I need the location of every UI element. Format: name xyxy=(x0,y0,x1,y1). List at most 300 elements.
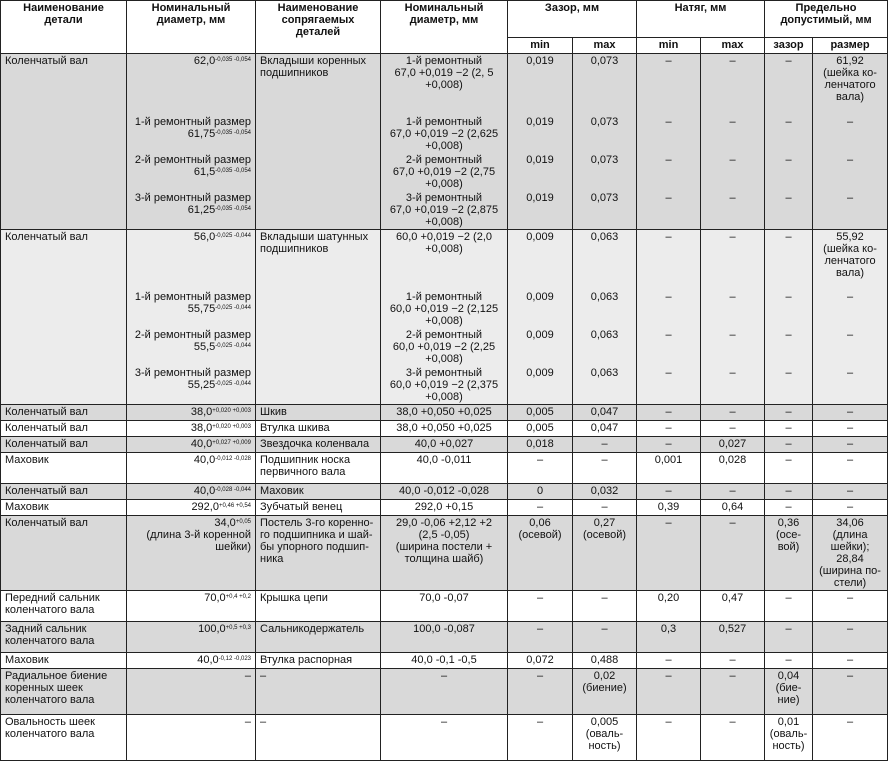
cell-text: Коленчатый вал xyxy=(5,422,88,434)
cell-text: 0,019 xyxy=(526,153,554,166)
cell-imax xyxy=(701,669,765,715)
cell-lgap xyxy=(765,191,813,230)
cell-text: – xyxy=(665,422,672,434)
cell-text: – xyxy=(785,153,792,166)
cell-imax xyxy=(701,153,765,191)
cell-text: – xyxy=(785,422,792,434)
cell-part xyxy=(1,405,127,421)
cell-cmax xyxy=(573,328,637,366)
cell-text: 0,009 xyxy=(526,230,554,243)
table-row xyxy=(1,153,888,191)
cell-text: Коленчатый вал xyxy=(5,517,88,529)
cell-text: – xyxy=(665,115,672,128)
cell-nominal xyxy=(127,715,256,761)
cell-nominal xyxy=(127,54,256,115)
cell-cmax xyxy=(573,669,637,715)
cell-imax xyxy=(701,328,765,366)
cell-imax xyxy=(701,715,765,761)
tolerance-value: -0,025 -0,044 xyxy=(215,305,251,311)
tolerance-value: -0,028 -0,044 xyxy=(215,487,251,493)
cell-part xyxy=(1,153,127,191)
cell-imin xyxy=(637,328,701,366)
cell-text: 0,063 xyxy=(590,367,619,379)
cell-text: – xyxy=(846,367,854,379)
cell-lgap xyxy=(765,437,813,453)
table-row xyxy=(1,516,888,591)
cell-text: 40,0 -0,012 -0,028 xyxy=(399,485,489,497)
cell-cmin xyxy=(508,229,573,290)
tolerance-value: -0,025 -0,044 xyxy=(215,381,251,387)
nominal-value: 40,0 xyxy=(197,654,219,666)
cell-cmin xyxy=(508,290,573,328)
cell-text: – xyxy=(785,654,792,666)
cell-lgap xyxy=(765,153,813,191)
cell-nominal xyxy=(127,328,256,366)
nominal-value: 1-й ремонтный размер 61,75 xyxy=(134,115,251,140)
cell-text: 0,20 xyxy=(657,592,680,604)
cell-imin xyxy=(637,229,701,290)
header-interference: Натяг, мм xyxy=(637,1,765,38)
cell-text: 0,047 xyxy=(590,406,619,418)
cell-lgap xyxy=(765,653,813,669)
cell-mating xyxy=(256,484,381,500)
cell-mating-nominal xyxy=(381,115,508,153)
header-part: Наименование детали xyxy=(1,1,127,54)
cell-text: 0,009 xyxy=(526,291,554,303)
cell-lsize xyxy=(813,669,888,715)
nominal-value: 3-й ремонтный размер 61,25 xyxy=(134,191,251,216)
cell-imin xyxy=(637,115,701,153)
cell-text: 0,527 xyxy=(718,623,747,635)
cell-text: – xyxy=(729,191,736,204)
cell-cmax xyxy=(573,405,637,421)
cell-cmax xyxy=(573,191,637,230)
tolerance-value: +0,020 +0,003 xyxy=(212,408,251,414)
cell-text: Крышка цепи xyxy=(260,592,328,604)
nominal-value: 100,0 xyxy=(198,623,226,635)
cell-imin xyxy=(637,405,701,421)
cell-text: – xyxy=(846,422,854,434)
cell-lsize xyxy=(813,622,888,653)
cell-nominal xyxy=(127,115,256,153)
cell-imin xyxy=(637,516,701,591)
cell-text: 55,92 (шейка ко- ленчатого вала) xyxy=(823,230,877,279)
cell-mating xyxy=(256,229,381,290)
cell-nominal xyxy=(127,153,256,191)
cell-imax xyxy=(701,453,765,484)
cell-lgap xyxy=(765,622,813,653)
cell-cmax xyxy=(573,421,637,437)
cell-part xyxy=(1,421,127,437)
cell-text: 0,047 xyxy=(590,422,619,434)
cell-text: 0,073 xyxy=(590,191,619,204)
cell-text: – xyxy=(536,592,544,604)
table-row xyxy=(1,191,888,230)
cell-imin xyxy=(637,421,701,437)
cell-mating xyxy=(256,715,381,761)
cell-text: 0,001 xyxy=(654,454,683,466)
nominal-note: (длина 3-й коренной шейки) xyxy=(146,529,251,553)
cell-text: Коленчатый вал xyxy=(5,230,88,243)
cell-text: Шкив xyxy=(260,406,287,418)
cell-cmin xyxy=(508,366,573,405)
cell-cmin xyxy=(508,115,573,153)
cell-text: Радиальное биение коренных шеек коленчатого вала xyxy=(5,670,108,706)
cell-imin xyxy=(637,153,701,191)
table-row xyxy=(1,715,888,761)
cell-mating-nominal xyxy=(381,366,508,405)
cell-imax xyxy=(701,516,765,591)
cell-imax xyxy=(701,115,765,153)
cell-nominal xyxy=(127,405,256,421)
cell-text: 70,0 -0,07 xyxy=(419,592,469,604)
table-row xyxy=(1,290,888,328)
cell-text: – xyxy=(665,230,672,243)
table-row xyxy=(1,653,888,669)
cell-text: – xyxy=(846,654,854,666)
cell-cmax xyxy=(573,622,637,653)
cell-imin xyxy=(637,366,701,405)
cell-text: – xyxy=(785,501,792,513)
tolerance-value: +0,05 xyxy=(235,519,251,525)
cell-cmax xyxy=(573,484,637,500)
cell-text: – xyxy=(729,485,736,497)
cell-text: 40,0 -0,011 xyxy=(416,454,472,466)
cell-text: 34,06 (длина шейки); 28,84 (ширина по- стели) xyxy=(819,517,881,589)
cell-text: 100,0 -0,087 xyxy=(413,623,475,635)
cell-lsize xyxy=(813,437,888,453)
cell-cmin xyxy=(508,653,573,669)
table-row xyxy=(1,484,888,500)
cell-imin xyxy=(637,54,701,115)
cell-text: – xyxy=(846,454,854,466)
cell-imin xyxy=(637,290,701,328)
cell-text: 0,04 (бие- ние) xyxy=(775,670,802,706)
table-row xyxy=(1,622,888,653)
cell-nominal xyxy=(127,290,256,328)
tolerance-value: -0,025 -0,044 xyxy=(215,343,251,349)
nominal-value: 292,0 xyxy=(191,501,219,513)
cell-text: – xyxy=(785,406,792,418)
cell-mating-nominal xyxy=(381,290,508,328)
cell-text: – xyxy=(665,153,672,166)
nominal-value: 56,0 xyxy=(193,230,216,243)
cell-text: – xyxy=(785,329,792,341)
cell-text: – xyxy=(536,454,544,466)
cell-text: – xyxy=(846,716,854,728)
cell-text: Вкладыши коренных подшипников xyxy=(260,55,367,79)
cell-imin xyxy=(637,453,701,484)
cell-imax xyxy=(701,54,765,115)
cell-text: 1-й ремонтный 60,0 +0,019 −2 (2,125 +0,008) xyxy=(389,291,499,327)
cell-cmin xyxy=(508,669,573,715)
cell-cmax xyxy=(573,437,637,453)
cell-text: – xyxy=(665,55,672,67)
cell-lsize xyxy=(813,591,888,622)
header-limit-size: размер xyxy=(813,38,888,54)
cell-text: 292,0 +0,15 xyxy=(414,501,474,513)
cell-imax xyxy=(701,290,765,328)
cell-text: Коленчатый вал xyxy=(5,406,88,418)
cell-mating xyxy=(256,115,381,153)
cell-mating-nominal xyxy=(381,229,508,290)
cell-part xyxy=(1,115,127,153)
cell-imax xyxy=(701,653,765,669)
cell-imax xyxy=(701,405,765,421)
cell-imin xyxy=(637,622,701,653)
cell-text: Зубчатый венец xyxy=(260,501,343,513)
cell-text: Втулка распорная xyxy=(260,654,353,666)
cell-mating-nominal xyxy=(381,54,508,115)
cell-imax xyxy=(701,500,765,516)
cell-text: Вкладыши шатунных подшипников xyxy=(260,230,369,255)
cell-text: – xyxy=(729,115,736,128)
cell-mating xyxy=(256,516,381,591)
cell-text: 0,005 (оваль- ность) xyxy=(585,716,624,752)
cell-text: Задний сальник коленчатого вала xyxy=(5,623,95,647)
cell-text: – xyxy=(665,654,672,666)
table-row xyxy=(1,500,888,516)
cell-lsize xyxy=(813,366,888,405)
cell-lgap xyxy=(765,405,813,421)
cell-nominal xyxy=(127,366,256,405)
cell-text: Коленчатый вал xyxy=(5,485,88,497)
cell-imin xyxy=(637,715,701,761)
table-row xyxy=(1,453,888,484)
cell-text: 0,01 (оваль- ность) xyxy=(769,716,808,752)
nominal-value: 1-й ремонтный размер 55,75 xyxy=(134,291,251,315)
cell-nominal xyxy=(127,516,256,591)
cell-lsize xyxy=(813,715,888,761)
cell-cmax xyxy=(573,366,637,405)
cell-part xyxy=(1,484,127,500)
cell-mating-nominal xyxy=(381,516,508,591)
header-interference-max: max xyxy=(701,38,765,54)
cell-text: 0,063 xyxy=(590,230,619,243)
cell-text: 0,019 xyxy=(526,55,554,67)
cell-text: 0,019 xyxy=(526,191,554,204)
cell-text: – xyxy=(729,153,736,166)
cell-lgap xyxy=(765,484,813,500)
cell-lgap xyxy=(765,328,813,366)
cell-text: Овальность шеек коленчатого вала xyxy=(5,716,95,740)
cell-text: 38,0 +0,050 +0,025 xyxy=(396,422,492,434)
cell-text: – xyxy=(785,485,792,497)
cell-text: – xyxy=(536,670,544,682)
cell-part xyxy=(1,653,127,669)
cell-nominal xyxy=(127,453,256,484)
cell-lgap xyxy=(765,229,813,290)
cell-text: Маховик xyxy=(5,654,49,666)
cell-text: – xyxy=(785,367,792,379)
cell-text: 0,06 (осевой) xyxy=(518,517,562,541)
cell-text: – xyxy=(665,367,672,379)
cell-cmin xyxy=(508,484,573,500)
cell-text: – xyxy=(846,501,854,513)
cell-mating-nominal xyxy=(381,328,508,366)
tolerance-value: -0,025 -0,044 xyxy=(215,232,251,239)
table-row xyxy=(1,54,888,115)
cell-text: – xyxy=(785,592,792,604)
cell-lsize xyxy=(813,453,888,484)
cell-imax xyxy=(701,437,765,453)
cell-text: Маховик xyxy=(260,485,304,497)
cell-cmax xyxy=(573,290,637,328)
cell-mating xyxy=(256,653,381,669)
cell-lsize xyxy=(813,290,888,328)
cell-text: – xyxy=(260,670,267,682)
cell-mating-nominal xyxy=(381,437,508,453)
nominal-value: 3-й ремонтный размер 55,25 xyxy=(134,367,251,391)
nominal-value: 38,0 xyxy=(190,422,213,434)
cell-part xyxy=(1,715,127,761)
cell-mating-nominal xyxy=(381,715,508,761)
cell-text: – xyxy=(729,55,736,67)
nominal-value: 62,0 xyxy=(193,55,216,67)
cell-mating xyxy=(256,500,381,516)
cell-text: – xyxy=(729,329,736,341)
cell-mating xyxy=(256,437,381,453)
cell-text: 0,3 xyxy=(660,623,677,635)
cell-text: 0,032 xyxy=(590,485,619,497)
cell-text: Сальникодержатель xyxy=(260,623,365,635)
tolerance-value: -0,012 -0,028 xyxy=(215,456,251,462)
cell-text: – xyxy=(729,406,736,418)
nominal-value: 70,0 xyxy=(204,592,226,604)
cell-cmax xyxy=(573,54,637,115)
cell-text: – xyxy=(785,191,792,204)
cell-mating xyxy=(256,622,381,653)
cell-text: 0,019 xyxy=(526,115,554,128)
cell-lgap xyxy=(765,591,813,622)
cell-text: – xyxy=(846,115,854,128)
cell-text: – xyxy=(846,291,854,303)
cell-text: 0,488 xyxy=(590,654,619,666)
cell-text: 1-й ремонтный 67,0 +0,019 −2 (2,625 +0,008) xyxy=(389,115,499,152)
cell-text: – xyxy=(601,501,608,513)
cell-lsize xyxy=(813,54,888,115)
cell-part xyxy=(1,622,127,653)
cell-text: – xyxy=(601,623,608,635)
cell-lsize xyxy=(813,328,888,366)
cell-imax xyxy=(701,591,765,622)
cell-text: 0,073 xyxy=(590,55,619,67)
header-mating: Наименование сопрягаемых деталей xyxy=(256,1,381,54)
cell-text: – xyxy=(729,422,736,434)
table-row xyxy=(1,229,888,290)
cell-text: – xyxy=(665,517,672,529)
cell-imin xyxy=(637,669,701,715)
cell-imin xyxy=(637,591,701,622)
cell-part xyxy=(1,328,127,366)
cell-text: 0,005 xyxy=(526,422,554,434)
cell-text: – xyxy=(729,517,736,529)
cell-lsize xyxy=(813,484,888,500)
cell-mating xyxy=(256,405,381,421)
nominal-value: 2-й ремонтный размер 55,5 xyxy=(134,329,251,353)
cell-mating xyxy=(256,366,381,405)
cell-text: – xyxy=(846,485,854,497)
cell-text: – xyxy=(665,716,672,728)
nominal-value: 40,0 xyxy=(193,454,216,466)
cell-text: 40,0 -0,1 -0,5 xyxy=(411,654,477,666)
cell-cmin xyxy=(508,516,573,591)
table-row xyxy=(1,405,888,421)
cell-lsize xyxy=(813,115,888,153)
cell-text: 0,02 (биение) xyxy=(582,670,627,694)
nominal-value: 40,0 xyxy=(193,485,216,497)
cell-text: 0,009 xyxy=(526,367,554,379)
cell-text: – xyxy=(601,454,608,466)
cell-text: – xyxy=(260,716,267,728)
cell-mating-nominal xyxy=(381,653,508,669)
header-interference-min: min xyxy=(637,38,701,54)
cell-text: Коленчатый вал xyxy=(5,55,88,67)
cell-text: Маховик xyxy=(5,454,49,466)
cell-lgap xyxy=(765,54,813,115)
cell-mating-nominal xyxy=(381,669,508,715)
cell-text: 29,0 -0,06 +2,12 +2 (2,5 -0,05) (ширина постели + толщина шайб) xyxy=(395,517,493,565)
header-clearance: Зазор, мм xyxy=(508,1,637,38)
cell-lsize xyxy=(813,229,888,290)
cell-text: 0,028 xyxy=(718,454,747,466)
cell-cmin xyxy=(508,153,573,191)
cell-cmax xyxy=(573,516,637,591)
cell-text: – xyxy=(665,291,672,303)
tolerance-value: -0,035 -0,054 xyxy=(215,57,251,63)
tolerance-value: -0,12 -0,023 xyxy=(218,656,251,662)
tolerance-value: +0,020 +0,003 xyxy=(212,424,251,430)
cell-imin xyxy=(637,653,701,669)
cell-nominal xyxy=(127,669,256,715)
cell-imax xyxy=(701,622,765,653)
cell-mating-nominal xyxy=(381,453,508,484)
cell-lgap xyxy=(765,453,813,484)
cell-text: – xyxy=(785,623,792,635)
cell-text: – xyxy=(846,191,854,204)
cell-text: – xyxy=(846,438,854,450)
cell-part xyxy=(1,516,127,591)
cell-text: 61,92 (шейка ко- ленчатого вала) xyxy=(823,55,877,103)
cell-text: – xyxy=(785,230,792,243)
cell-mating-nominal xyxy=(381,591,508,622)
cell-cmax xyxy=(573,715,637,761)
cell-imin xyxy=(637,500,701,516)
cell-imin xyxy=(637,191,701,230)
cell-nominal xyxy=(127,622,256,653)
cell-mating xyxy=(256,54,381,115)
cell-text: Передний сальник коленчатого вала xyxy=(5,592,100,616)
tolerance-value: +0,46 +0,54 xyxy=(218,503,251,509)
tolerance-value: +0,4 +0,2 xyxy=(225,594,251,600)
cell-nominal xyxy=(127,229,256,290)
cell-text: – xyxy=(536,501,544,513)
cell-text: – xyxy=(665,406,672,418)
cell-text: – xyxy=(729,670,736,682)
cell-lsize xyxy=(813,500,888,516)
cell-lsize xyxy=(813,516,888,591)
cell-part xyxy=(1,366,127,405)
cell-text: – xyxy=(729,654,736,666)
cell-cmax xyxy=(573,115,637,153)
cell-lgap xyxy=(765,290,813,328)
nominal-value: 40,0 xyxy=(190,438,213,450)
cell-text: Звездочка коленвала xyxy=(260,438,370,450)
cell-part xyxy=(1,669,127,715)
table-row xyxy=(1,421,888,437)
cell-imax xyxy=(701,484,765,500)
cell-text: – xyxy=(785,454,792,466)
